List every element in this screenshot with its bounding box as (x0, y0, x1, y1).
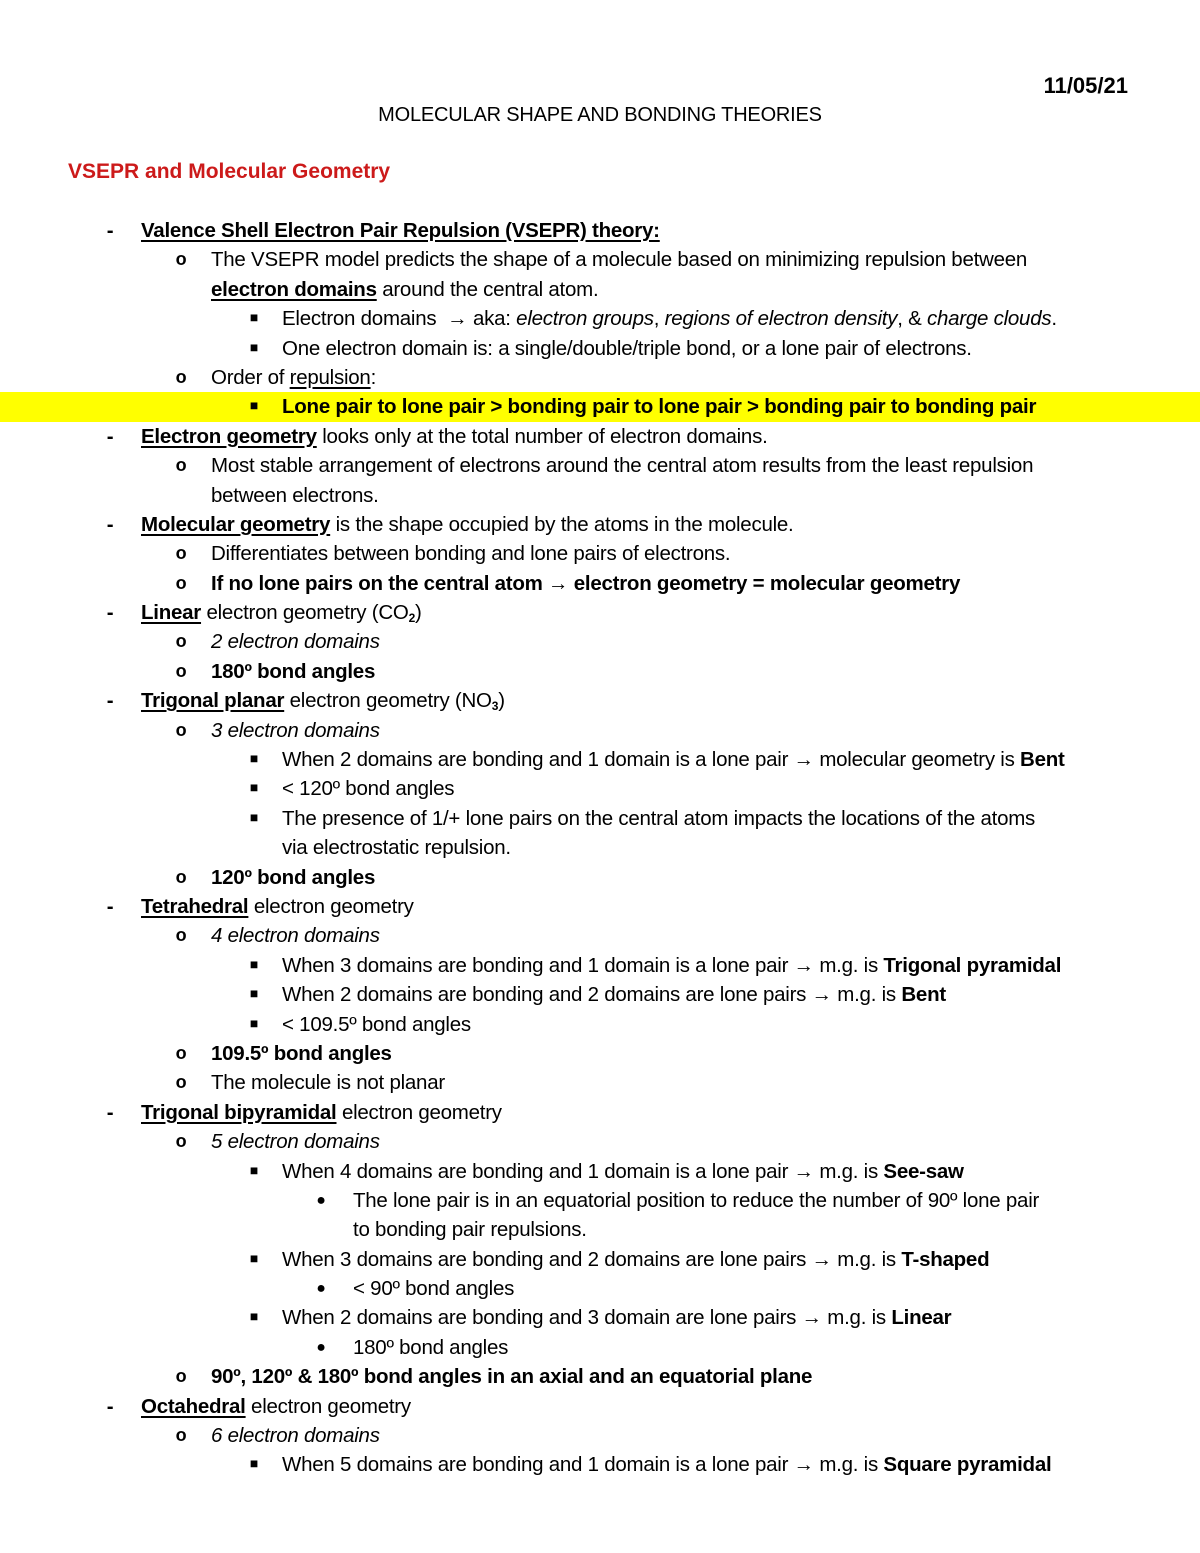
text-run: m.g. is (831, 983, 902, 1007)
right-arrow-icon: → (793, 1453, 814, 1477)
outline-text (282, 392, 1036, 421)
text-run: m.g. is (831, 1247, 902, 1271)
text-run: Bent (901, 983, 946, 1007)
document-title: MOLECULAR SHAPE AND BONDING THEORIES (378, 104, 822, 126)
text-run: looks only at the total number of electron domains. (316, 424, 768, 448)
outline-text (211, 716, 380, 745)
outline-item-level-1 (0, 716, 1200, 745)
text-run: Trigonal pyramidal (883, 953, 1062, 977)
circle-bullet-icon: o (175, 1072, 187, 1093)
text-run: 180º bond angles (211, 659, 376, 683)
text-run: If no lone pairs on the central atom (211, 571, 549, 595)
text-run: Tetrahedral (141, 894, 249, 918)
outline-text (211, 363, 376, 392)
text-run: Trigonal bipyramidal (141, 1100, 337, 1124)
circle-bullet-icon: o (175, 925, 187, 946)
text-run: repulsion (289, 365, 371, 389)
outline-text (141, 598, 422, 627)
text-run: is the shape occupied by the atoms in the molecule. (330, 512, 794, 536)
text-run: via electrostatic repulsion. (282, 836, 511, 860)
outline-text (211, 921, 380, 950)
outline-line-continuation (0, 481, 1200, 510)
outline-text (211, 1039, 392, 1068)
text-run: One electron domain is: a single/double/triple bond, or a lone pair of electrons. (282, 336, 972, 360)
outline-line-continuation (0, 275, 1200, 304)
text-run: Order of (211, 365, 290, 389)
dot-bullet-icon: ● (316, 1338, 326, 1356)
circle-bullet-icon: o (175, 1366, 187, 1387)
dash-bullet-icon: - (106, 601, 114, 625)
text-run: The presence of 1/+ lone pairs on the central atom impacts the locations of the atoms (282, 806, 1036, 830)
square-bullet-icon: ■ (249, 309, 259, 326)
outline-text (282, 833, 511, 862)
text-run: electron geometry (336, 1100, 502, 1124)
outline-text (282, 804, 1035, 833)
outline-item-level-1 (0, 1068, 1200, 1097)
square-bullet-icon: ■ (249, 338, 259, 355)
outline-text (211, 539, 730, 568)
outline-item-level-1 (0, 863, 1200, 892)
outline-text (141, 510, 794, 539)
text-run: between electrons. (211, 483, 379, 507)
dot-bullet-icon: ● (316, 1191, 326, 1209)
outline-item-level-2 (0, 745, 1200, 774)
text-run: electron groups (516, 307, 654, 331)
text-run: When 5 domains are bonding and 1 domain is a lone pair (282, 1453, 794, 1477)
dash-bullet-icon: - (106, 1100, 114, 1124)
text-run: around the central atom. (376, 277, 599, 301)
outline-text (282, 745, 1065, 774)
text-run: charge clouds (926, 307, 1052, 331)
text-run: When 3 domains are bonding and 1 domain is a lone pair (282, 953, 794, 977)
outline-item-level-0 (0, 510, 1200, 539)
text-run: aka: (467, 307, 517, 331)
subscript-text: 2 (408, 611, 416, 626)
outline-item-level-1 (0, 921, 1200, 950)
text-run: Square pyramidal (883, 1453, 1052, 1477)
outline-item-level-2 (0, 1245, 1200, 1274)
outline-text (282, 1245, 989, 1274)
circle-bullet-icon: o (175, 366, 187, 387)
circle-bullet-icon: o (175, 631, 187, 652)
square-bullet-icon: ■ (249, 779, 259, 796)
outline-text (211, 245, 1027, 274)
outline-text (211, 1421, 380, 1450)
right-arrow-icon: → (548, 571, 569, 595)
outline-item-level-1 (0, 245, 1200, 274)
text-run: When 2 domains are bonding and 3 domain are lone pairs (282, 1306, 802, 1330)
outline-item-level-0 (0, 216, 1200, 245)
outline-item-level-0 (0, 1098, 1200, 1127)
text-run: Valence Shell Electron Pair Repulsion (VSEPR) theory: (141, 219, 660, 242)
text-run: Linear (141, 601, 202, 625)
outline-item-level-1 (0, 363, 1200, 392)
text-run: 2 electron domains (211, 630, 380, 654)
outline-item-level-3 (0, 1274, 1200, 1303)
text-run: Electron geometry (141, 424, 317, 448)
dash-bullet-icon: - (106, 219, 114, 242)
subscript-text: 3 (491, 699, 499, 714)
right-arrow-icon: → (447, 307, 468, 331)
document-date: 11/05/21 (1043, 73, 1128, 98)
text-run: m.g. is (813, 1453, 884, 1477)
right-arrow-icon: → (811, 983, 832, 1007)
outline-text (282, 774, 454, 803)
text-run: electron geometry (CO (201, 601, 409, 625)
right-arrow-icon: → (811, 1247, 832, 1271)
circle-bullet-icon: o (175, 719, 187, 740)
outline-item-level-2 (0, 804, 1200, 833)
text-run: See-saw (883, 1159, 964, 1183)
outline-item-level-0 (0, 598, 1200, 627)
right-arrow-icon: → (793, 953, 814, 977)
text-run: The lone pair is in an equatorial position to reduce the number of 90º lone pair (353, 1188, 1040, 1212)
outline-item-level-1 (0, 627, 1200, 656)
text-run: Differentiates between bonding and lone pairs of electrons. (211, 542, 731, 566)
outline-text (282, 1450, 1051, 1479)
text-run: regions of electron density (664, 307, 898, 331)
square-bullet-icon: ■ (249, 1161, 259, 1178)
outline-text (141, 892, 414, 921)
dash-bullet-icon: - (106, 512, 114, 536)
text-run: electron geometry (NO (284, 689, 492, 713)
outline-item-level-1 (0, 569, 1200, 598)
text-run: ) (415, 601, 422, 625)
text-run: : (370, 365, 377, 389)
circle-bullet-icon: o (175, 1042, 187, 1063)
right-arrow-icon: → (793, 748, 814, 772)
text-run: When 4 domains are bonding and 1 domain is a lone pair (282, 1159, 794, 1183)
text-run: Trigonal planar (141, 689, 285, 713)
circle-bullet-icon: o (175, 249, 187, 270)
square-bullet-icon: ■ (249, 985, 259, 1002)
text-run: m.g. is (821, 1306, 892, 1330)
outline-text (211, 657, 375, 686)
right-arrow-icon: → (801, 1306, 822, 1330)
text-run: < 90º bond angles (353, 1277, 515, 1301)
outline-item-level-1 (0, 539, 1200, 568)
outline-item-level-0 (0, 686, 1200, 715)
outline-text (282, 334, 972, 363)
outline-item-level-0 (0, 1392, 1200, 1421)
outline-item-level-2 (0, 1157, 1200, 1186)
text-run: 5 electron domains (211, 1130, 380, 1154)
outline-text (211, 863, 375, 892)
text-run: electron geometry (248, 894, 414, 918)
text-run: Molecular geometry (141, 512, 331, 536)
outline-item-level-2 (0, 951, 1200, 980)
circle-bullet-icon: o (175, 572, 187, 593)
outline-item-level-0 (0, 892, 1200, 921)
dot-bullet-icon: ● (316, 1280, 326, 1298)
text-run: ) (498, 689, 505, 713)
text-run: Lone pair to lone pair > bonding pair to lone pair > bonding pair to bonding pair (282, 395, 1037, 419)
outline-text (141, 422, 768, 451)
outline-text (211, 1068, 445, 1097)
outline-text (211, 1127, 380, 1156)
outline-text (211, 481, 379, 510)
outline-text (141, 686, 505, 715)
text-run: 90º, 120º & 180º bond angles in an axial and an equatorial plane (211, 1365, 813, 1389)
circle-bullet-icon: o (175, 660, 187, 681)
text-run: 4 electron domains (211, 924, 380, 948)
text-run: 6 electron domains (211, 1424, 380, 1448)
outline-text (141, 1098, 502, 1127)
outline-item-level-1 (0, 1039, 1200, 1068)
square-bullet-icon: ■ (249, 1455, 259, 1472)
text-run: T-shaped (901, 1247, 990, 1271)
outline-text (211, 275, 598, 304)
outline-item-level-2 (0, 980, 1200, 1009)
outline-text (141, 1392, 411, 1421)
notes-outline (0, 216, 1200, 1480)
dash-bullet-icon: - (106, 424, 114, 448)
text-run: < 109.5º bond angles (282, 1012, 471, 1036)
outline-item-level-1 (0, 1362, 1200, 1391)
outline-item-level-1 (0, 451, 1200, 480)
outline-item-level-2 (0, 774, 1200, 803)
outline-text (282, 980, 946, 1009)
text-run: , & (897, 307, 927, 331)
outline-item-level-1 (0, 657, 1200, 686)
square-bullet-icon: ■ (243, 392, 265, 419)
outline-item-level-3 (0, 1186, 1200, 1215)
text-run: 3 electron domains (211, 718, 380, 742)
text-run: 180º bond angles (353, 1335, 509, 1359)
square-bullet-icon: ■ (249, 1249, 259, 1266)
outline-item-level-2 (0, 1450, 1200, 1479)
text-run: When 2 domains are bonding and 1 domain is a lone pair (282, 748, 794, 772)
text-run: The molecule is not planar (211, 1071, 445, 1095)
text-run: m.g. is (813, 1159, 884, 1183)
square-bullet-icon: ■ (249, 955, 259, 972)
outline-text (282, 304, 1057, 333)
dash-bullet-icon: - (106, 1394, 114, 1418)
outline-item-level-2 (0, 334, 1200, 363)
outline-text (282, 951, 1061, 980)
outline-text (282, 1157, 964, 1186)
outline-text (282, 1010, 471, 1039)
outline-item-level-2 (0, 392, 1200, 421)
outline-item-level-3 (0, 1333, 1200, 1362)
text-run: Bent (1020, 748, 1065, 772)
text-run: < 120º bond angles (282, 777, 455, 801)
text-run: . (1051, 307, 1057, 331)
text-run: Octahedral (141, 1394, 246, 1418)
outline-item-level-2 (0, 1010, 1200, 1039)
text-run: Electron domains (282, 307, 448, 331)
outline-text (211, 1362, 812, 1391)
circle-bullet-icon: o (175, 866, 187, 887)
text-run: electron domains (211, 277, 377, 301)
text-run: 109.5º bond angles (211, 1041, 392, 1065)
circle-bullet-icon: o (175, 543, 187, 564)
text-run: molecular geometry is (813, 748, 1021, 772)
text-run: m.g. is (813, 953, 884, 977)
outline-item-level-2 (0, 304, 1200, 333)
outline-text (211, 451, 1033, 480)
text-run: Most stable arrangement of electrons around the central atom results from the least repulsion (211, 454, 1034, 478)
outline-item-level-1 (0, 1127, 1200, 1156)
text-run: , (653, 307, 665, 331)
outline-text (211, 569, 960, 598)
text-run: When 2 domains are bonding and 2 domains are lone pairs (282, 983, 812, 1007)
outline-line-continuation (0, 833, 1200, 862)
dash-bullet-icon: - (106, 894, 114, 918)
outline-item-level-2 (0, 1303, 1200, 1332)
outline-item-level-1 (0, 1421, 1200, 1450)
dash-bullet-icon: - (106, 689, 114, 713)
text-run: When 3 domains are bonding and 2 domains are lone pairs (282, 1247, 812, 1271)
text-run: to bonding pair repulsions. (353, 1218, 587, 1242)
square-bullet-icon: ■ (249, 750, 259, 767)
square-bullet-icon: ■ (249, 808, 259, 825)
right-arrow-icon: → (793, 1159, 814, 1183)
text-run: The VSEPR model predicts the shape of a molecule based on minimizing repulsion between (211, 248, 1028, 272)
section-heading: VSEPR and Molecular Geometry (68, 160, 391, 183)
outline-text (211, 627, 380, 656)
circle-bullet-icon: o (175, 1131, 187, 1152)
circle-bullet-icon: o (175, 1425, 187, 1446)
text-run: 120º bond angles (211, 865, 376, 889)
text-run: electron geometry (245, 1394, 411, 1418)
square-bullet-icon: ■ (249, 1308, 259, 1325)
outline-text (282, 1303, 951, 1332)
outline-text (353, 1274, 514, 1303)
outline-text (353, 1186, 1039, 1215)
outline-text (141, 216, 660, 245)
outline-text (353, 1215, 587, 1244)
circle-bullet-icon: o (175, 455, 187, 476)
outline-line-continuation (0, 1215, 1200, 1244)
text-run: electron geometry = molecular geometry (568, 571, 961, 595)
outline-text (353, 1333, 508, 1362)
square-bullet-icon: ■ (249, 1014, 259, 1031)
text-run: Linear (891, 1306, 952, 1330)
outline-item-level-0 (0, 422, 1200, 451)
